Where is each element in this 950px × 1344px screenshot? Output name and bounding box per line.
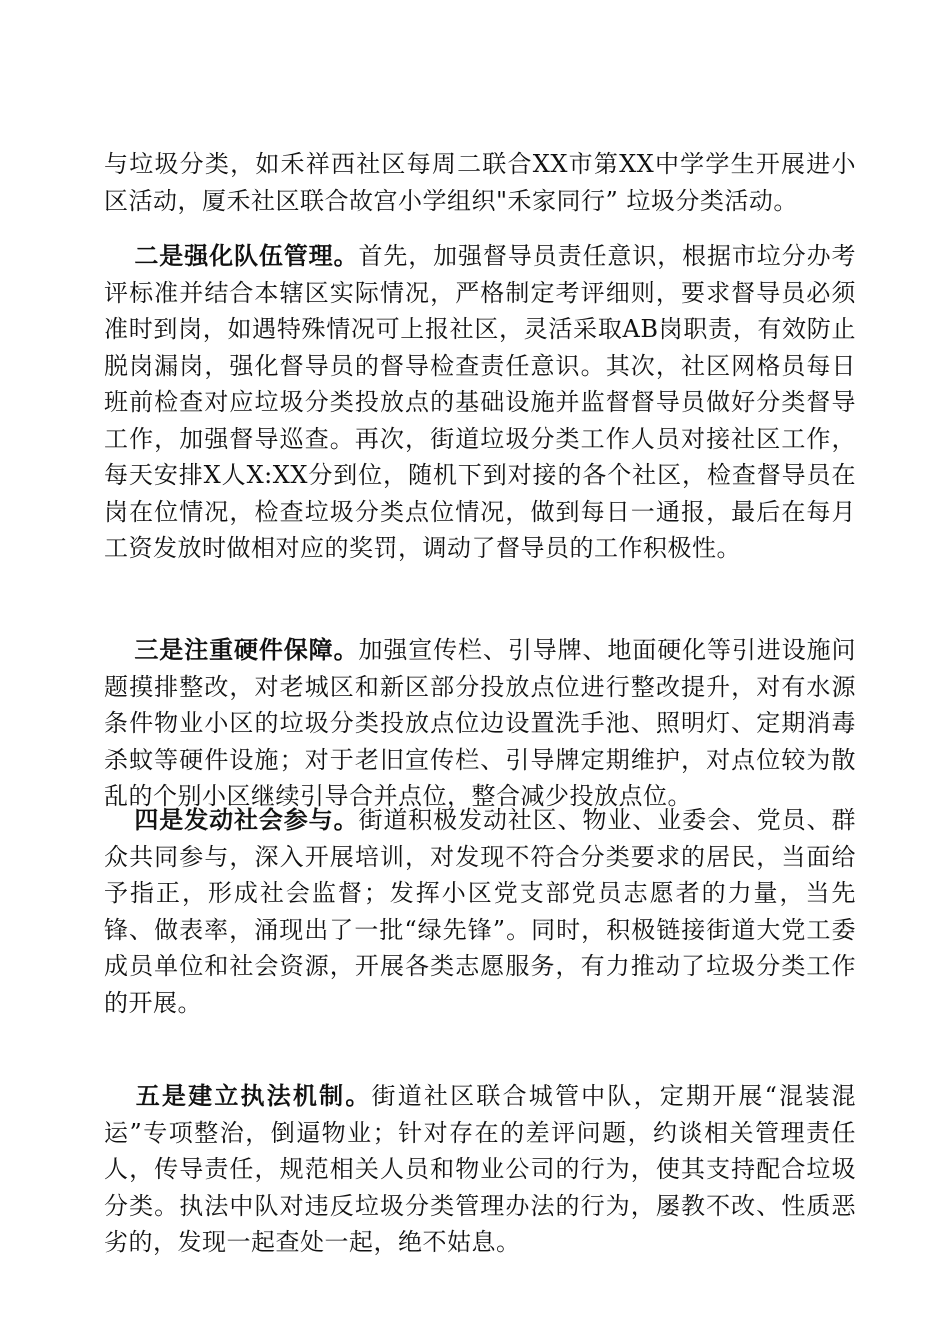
paragraph-lead: 五是建立执法机制。 (134, 1082, 372, 1110)
paragraph-text: 街道社区联合城管中队，定期开展“混装混运”专项整治，倒逼物业；针对存在的差评问题，约谈相关管理责任人，传导责任，规范相关人员和物业公司的行为，使其支持配合垃圾分类。执法中队对违反垃圾分类管理办法的行为，屡教不改、性质恶劣的，发现一起查处一起，绝不姑息。 (104, 1082, 856, 1256)
paragraph-social-participation (104, 802, 856, 1021)
paragraph-text: 街道积极发动社区、物业、业委会、党员、群众共同参与，深入开展培训，对发现不符合分类要求的居民，当面给予指正，形成社会监督；发挥小区党支部党员志愿者的力量，当先锋、做表率，涌现出了一批“绿先锋”。同时，积极链接街道大党工委成员单位和社会资源，开展各类志愿服务，有力推动了垃圾分类工作的开展。 (104, 806, 857, 1017)
paragraph-continuation (104, 146, 856, 219)
paragraph-lead: 二是强化队伍管理。 (134, 242, 359, 270)
paragraph-team-management (104, 238, 856, 567)
paragraph-hardware-support (104, 632, 856, 815)
paragraph-lead: 三是注重硬件保障。 (134, 636, 359, 664)
paragraph-text: 与垃圾分类，如禾祥西社区每周二联合XX市第XX中学学生开展进小区活动，厦禾社区联合故宫小学组织"禾家同行” 垃圾分类活动。 (104, 150, 856, 215)
paragraph-lead: 四是发动社会参与。 (134, 806, 359, 834)
paragraph-enforcement-mechanism (104, 1078, 856, 1261)
paragraph-text: 首先，加强督导员责任意识，根据市垃分办考评标准并结合本辖区实际情况，严格制定考评细则，要求督导员必须准时到岗，如遇特殊情况可上报社区，灵活采取AB岗职责，有效防止脱岗漏岗，强化督导员的督导检查责任意识。其次，社区网格员每日班前检查对应垃圾分类投放点的基础设施并监督督导员做好分类督导工作，加强督导巡查。再次，街道垃圾分类工作人员对接社区工作，每天安排X人X:XX分到位，随机下到对接的各个社区，检查督导员在岗在位情况，检查垃圾分类点位情况，做到每日一通报，最后在每月工资发放时做相对应的奖罚，调动了督导员的工作积极性。 (104, 242, 857, 562)
paragraph-text: 加强宣传栏、引导牌、地面硬化等引进设施问题摸排整改，对老城区和新区部分投放点位进行整改提升，对有水源条件物业小区的垃圾分类投放点位边设置洗手池、照明灯、定期消毒杀蚊等硬件设施；对于老旧宣传栏、引导牌定期维护，对点位较为散乱的个别小区继续引导合并点位，整合减少投放点位。 (104, 636, 857, 810)
